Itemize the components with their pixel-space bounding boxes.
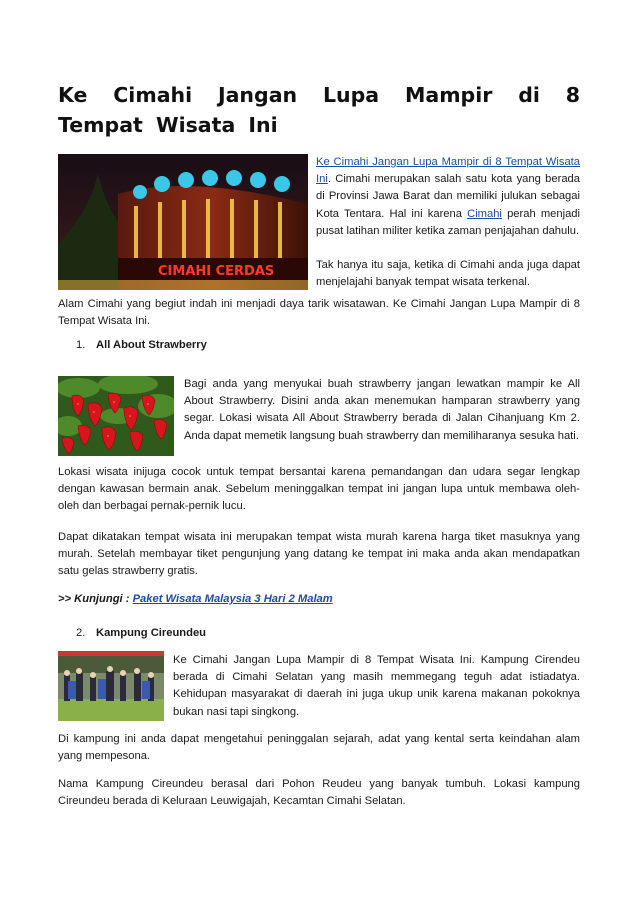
section-1-paragraph-2: Dapat dikatakan tempat wisata ini merupakan tempat wista murah karena harga tiket masuknya yang murah. Setelah membayar tiket pengunjung yang datang ke tempat ini maka anda akan mendapatkan satu gelas strawberry gratis.: [58, 531, 580, 578]
intro-paragraph-2-full: Alam Cimahi yang begiut indah ini menjadi daya tarik wisatawan. Ke Cimahi Jangan Lupa Mampir di 8 Tempat Wisata Ini.: [58, 298, 580, 328]
promo-link[interactable]: Paket Wisata Malaysia 3 Hari 2 Malam: [132, 593, 333, 605]
section-2-paragraph-2: Nama Kampung Cireundeu berasal dari Pohon Reudeu yang banyak tumbuh. Lokasi kampung Cireundeu berada di Keluraan Leuwigajah, Kecamtan Cimahi Selatan.: [58, 778, 580, 808]
intro-paragraph-2-side: Tak hanya itu saja, ketika di Cimahi anda juga dapat menjelajahi banyak tempat wisata terkenal.: [316, 259, 580, 289]
strawberry-image: [58, 376, 174, 456]
page-title: Ke Cimahi Jangan Lupa Mampir di 8 Tempat Wisata Ini: [58, 83, 580, 137]
section-1-paragraph-1: Lokasi wisata inijuga cocok untuk tempat bersantai karena pemandangan dan udara segar lengkap dengan kawasan bermain anak. Sebelum meninggalkan tempat ini jangan lupa untuk membawa oleh-oleh dan berbagai pernak-pernik lucu.: [58, 466, 580, 513]
intro-paragraph-1: Ke Cimahi Jangan Lupa Mampir di 8 Tempat Wisata Ini. Cimahi merupakan salah satu kota yang berada di Provinsi Jawa Barat dan memiliki julukan sebagai Kota Tentara. Hal ini karena Cimahi perah menjadi pusat latihan militer ketika zaman penjajahan dahulu.: [316, 156, 580, 237]
kampung-cireundeu-image: [58, 651, 164, 721]
cimahi-cerdas-image: [58, 154, 308, 290]
image-sign-text: CIMAHI CERDAS: [158, 264, 275, 279]
section-2-paragraph-1: Di kampung ini anda dapat mengetahui peninggalan sejarah, adat yang kental serta keindahan alam yang mempesona.: [58, 733, 580, 763]
promo-line: >> Kunjungi : Paket Wisata Malaysia 3 Hari 2 Malam: [58, 593, 333, 605]
intro-title-link[interactable]: Ke Cimahi Jangan Lupa Mampir di 8 Tempat Wisata Ini: [316, 156, 580, 186]
intro-side-text: [316, 154, 580, 291]
section-1-heading: 1. All About Strawberry: [76, 339, 207, 351]
section-1-side-text: Bagi anda yang menyukai buah strawberry jangan lewatkan mampir ke All About Strawberry. Disini anda akan menemukan hamparan strawberry yang segar. Lokasi wisata All About Strawberry berada di Jalan Cihanjuang Km 2. Anda dapat memetik langsung buah strawberry dan memiliharanya sesuka hati.: [184, 378, 580, 442]
section-2-side-text: Ke Cimahi Jangan Lupa Mampir di 8 Tempat Wisata Ini. Kampung Cirendeu berada di Cimahi Selatan yang masih memmegang teguh adat istiadatya. Kehidupan masyarakat di daerah ini juga ukup unik karena makanan pokoknya bukan nasi tapi singkong.: [173, 654, 580, 718]
section-2-heading: 2. Kampung Cireundeu: [76, 627, 207, 639]
cimahi-link[interactable]: Cimahi: [467, 207, 502, 220]
